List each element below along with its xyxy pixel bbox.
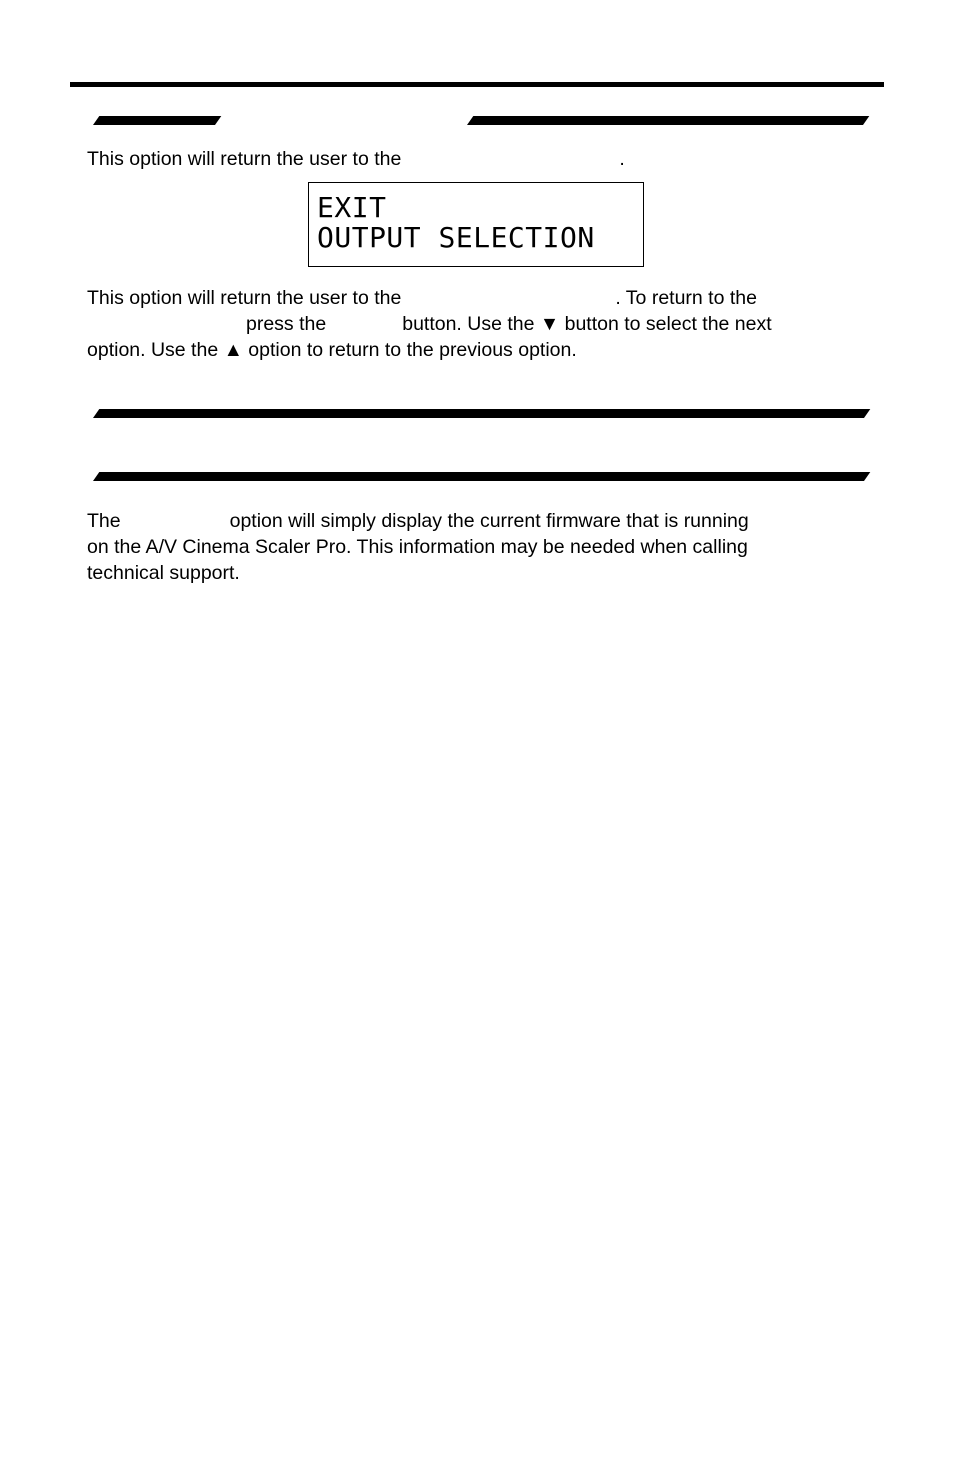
top-rule (70, 82, 884, 87)
section-divider-bar (93, 409, 870, 418)
paragraph-line: press the button. Use the ▼ button to select the next (246, 313, 772, 335)
firmware-option-description (87, 508, 847, 586)
exit-option-description (87, 146, 847, 172)
section-header-bar-right (467, 116, 869, 125)
lcd-display (308, 182, 644, 267)
exit-output-selection-description (87, 285, 847, 363)
section-divider-bar (93, 472, 870, 481)
lcd-line-2: OUTPUT SELECTION (317, 221, 595, 254)
paragraph-line: The option will simply display the current firmware that is running (87, 510, 749, 532)
paragraph-line: This option will return the user to the . To return to the (87, 287, 757, 309)
exit-option-line: This option will return the user to the . (87, 148, 625, 170)
paragraph-line: option. Use the ▲ option to return to the previous option. (87, 339, 577, 361)
section-header-bar-left (93, 116, 221, 125)
paragraph-line: technical support. (87, 562, 240, 584)
paragraph-line: on the A/V Cinema Scaler Pro. This information may be needed when calling (87, 536, 748, 558)
lcd-line-1: EXIT (317, 191, 387, 224)
